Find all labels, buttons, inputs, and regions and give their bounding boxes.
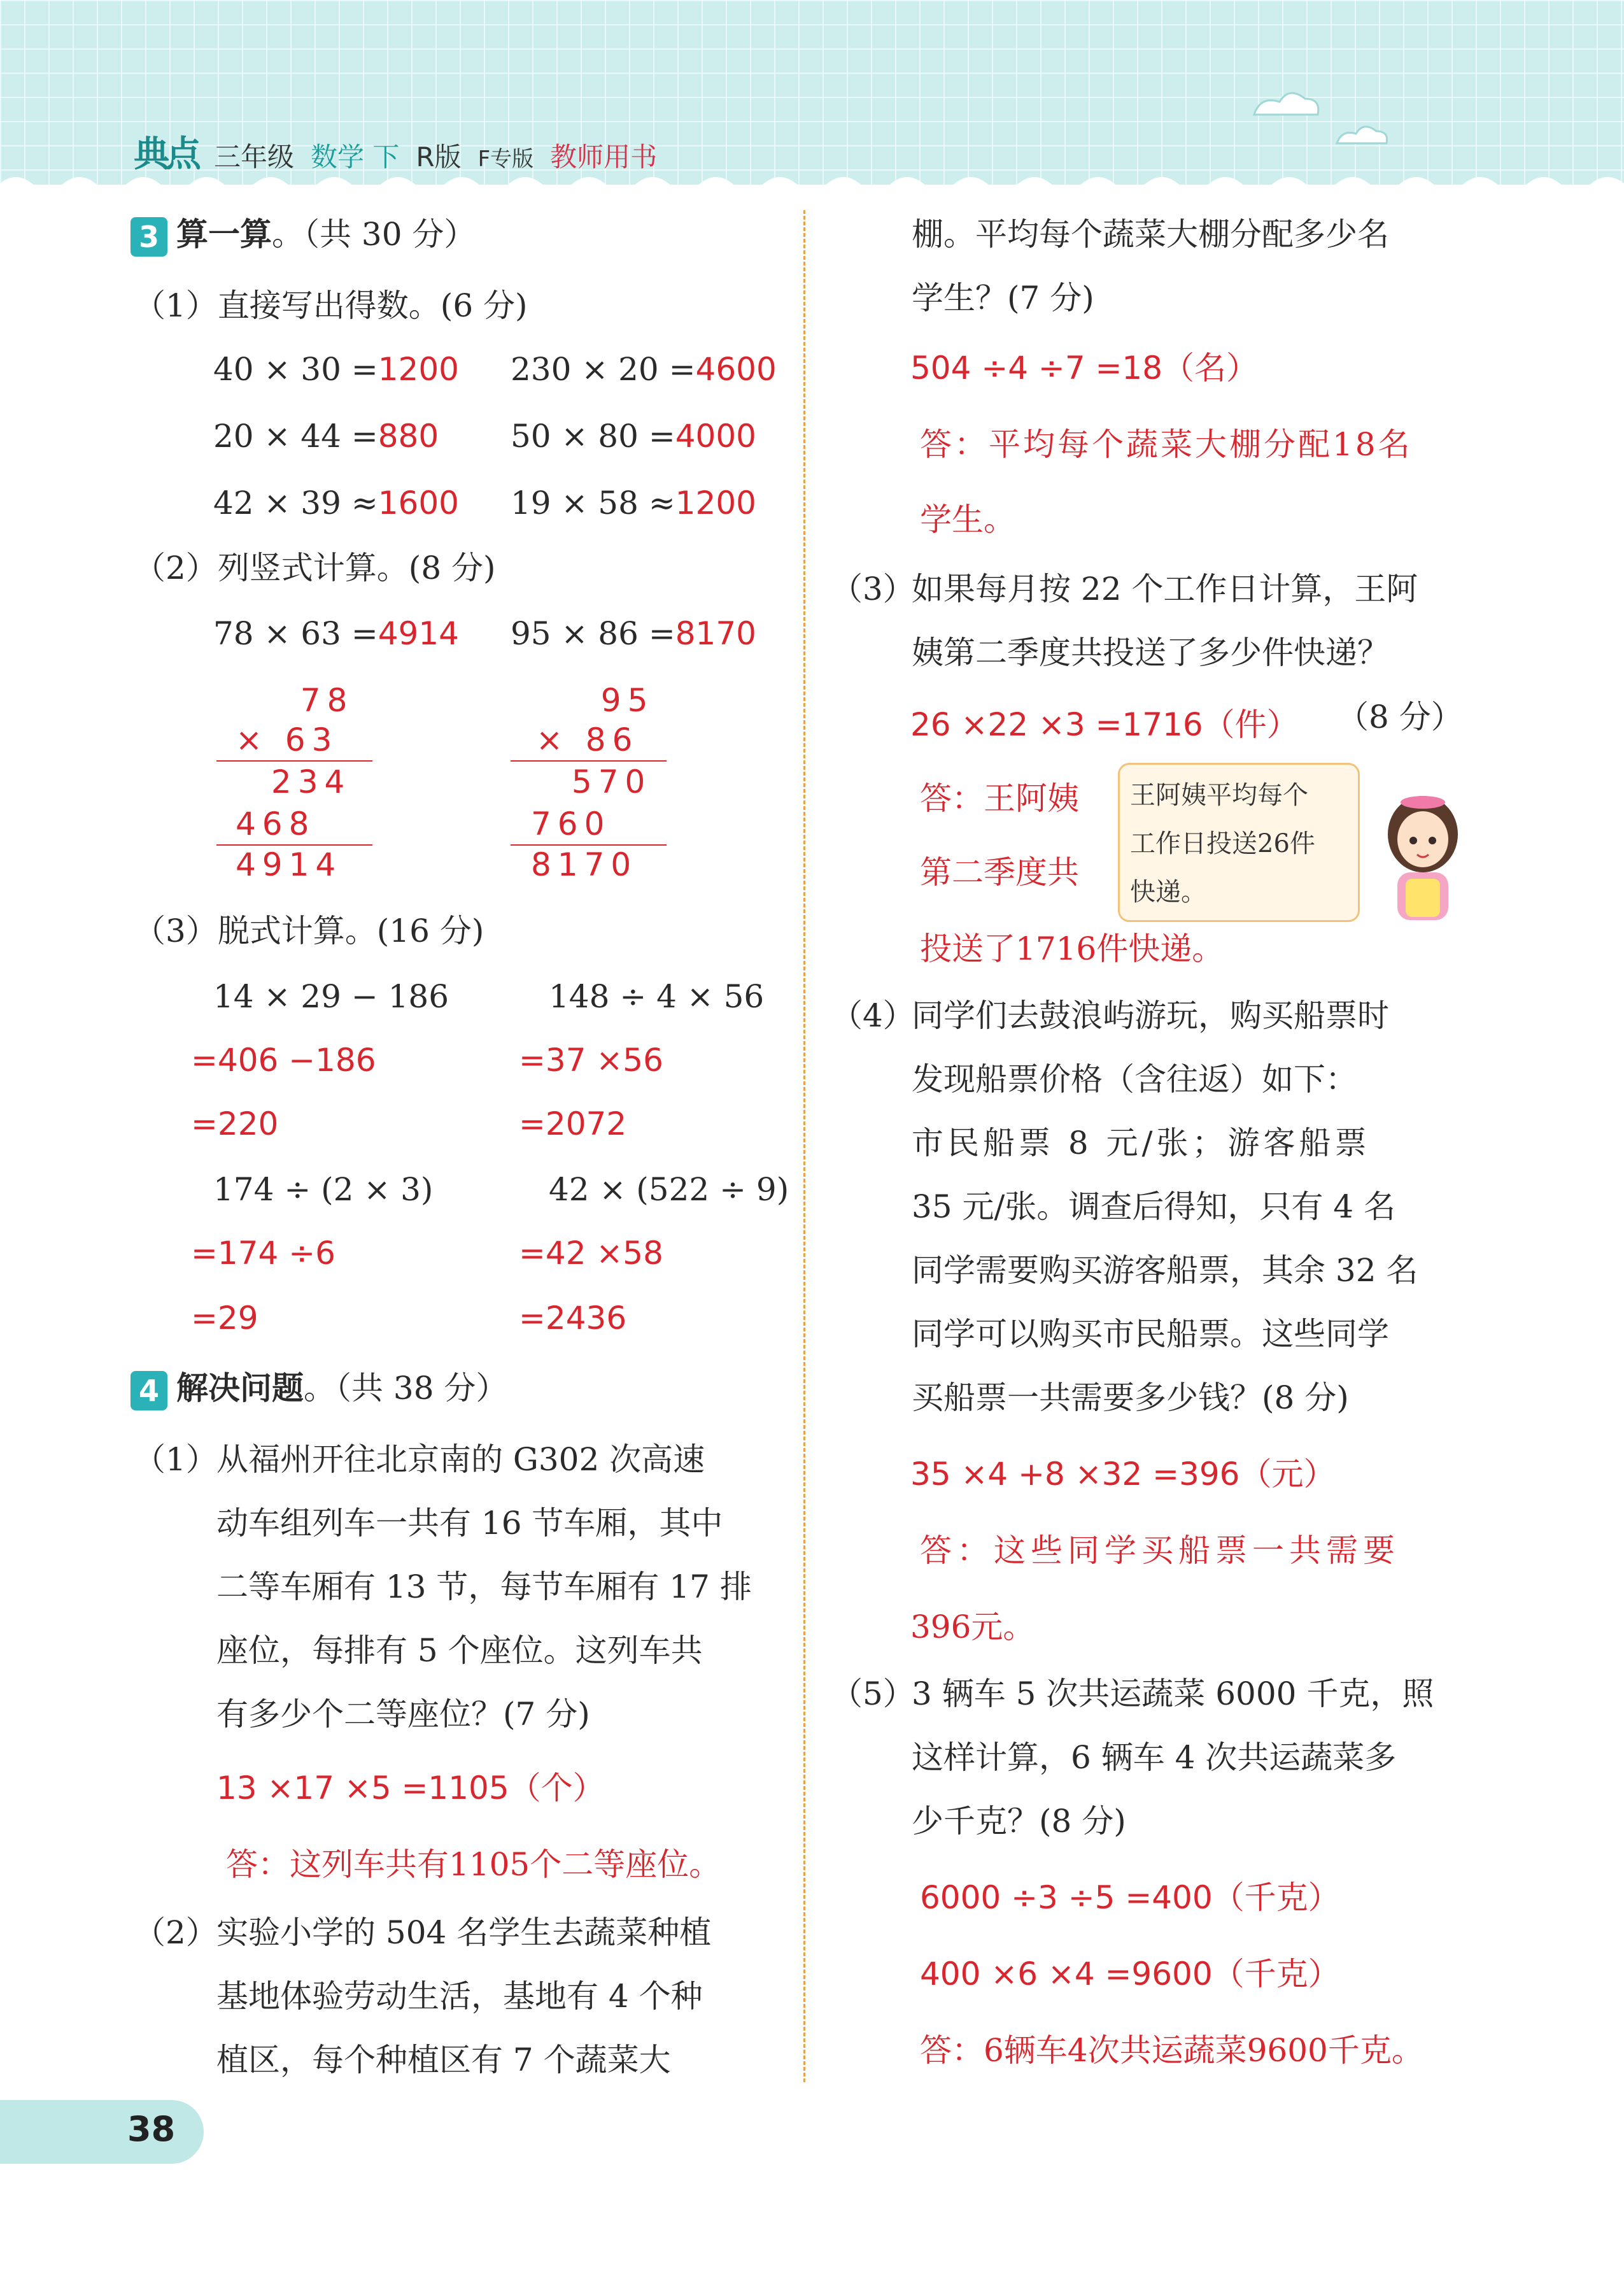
cloud-icon [1241, 83, 1432, 159]
calc-row-3b: 19 × 58 ≈1200 [511, 485, 756, 522]
grade-label: 三年级 [214, 141, 295, 173]
calc-row-1b: 230 × 20 =4600 [511, 351, 777, 388]
vertical-row: × 86 [536, 721, 639, 758]
girl-character-icon [1375, 783, 1471, 923]
vertical-row: 234 [255, 763, 351, 800]
question-3-line: 姨第二季度共投送了多少件快递？ [912, 634, 1389, 671]
part-2-prompt: （2）列竖式计算。(8 分) [134, 550, 496, 586]
vertical-row: 8170 [531, 846, 638, 883]
vertical-row: 4914 [236, 846, 342, 883]
question-4-answer: 396元。 [910, 1608, 1035, 1645]
step-calc-4-question: 42 × (522 ÷ 9) [549, 1171, 789, 1208]
section-4-badge: 4 [131, 1371, 167, 1410]
question-3-answer: 投送了1716件快递。 [920, 930, 1224, 967]
step-calc-3-result: =29 [191, 1300, 258, 1337]
hint-callout [1118, 763, 1360, 922]
step-calc-1-question: 14 × 29 − 186 [213, 978, 449, 1015]
question-2-line: 植区，每个种植区有 7 个蔬菜大 [216, 2041, 671, 2078]
vertical-row: 468 [236, 806, 316, 842]
question-5-calc-1: 6000 ÷3 ÷5 =400（千克） [920, 1879, 1340, 1916]
question-1-calc: 13 ×17 ×5 =1105（个） [216, 1770, 605, 1807]
question-3-answer: 答：王阿姨 [920, 780, 1079, 817]
question-2-answer: 学生。 [920, 501, 1015, 538]
question-4-line: 同学需要购买游客船票，其余 32 名 [912, 1252, 1418, 1289]
subject-label: 数学 下 [311, 141, 400, 173]
question-2-line: 基地体验劳动生活，基地有 4 个种 [216, 1978, 703, 2015]
step-calc-2-question: 148 ÷ 4 × 56 [549, 978, 765, 1015]
calc-row-1a: 40 × 30 =1200 [213, 351, 459, 388]
question-5-calc-2: 400 ×6 ×4 =9600（千克） [920, 1956, 1340, 1992]
vertical-row: × 63 [236, 721, 339, 758]
question-2-answer: 答：平均每个蔬菜大棚分配18名 [920, 426, 1413, 463]
hint-line: 快递。 [1130, 877, 1206, 907]
question-2-label: （2） [134, 1914, 218, 1951]
step-calc-3-question: 174 ÷ (2 × 3) [213, 1171, 434, 1208]
page-number: 38 [127, 2109, 176, 2149]
question-5-line: 少千克？(8 分) [912, 1803, 1126, 1840]
question-1-label: （1） [134, 1441, 218, 1478]
question-5-line: 3 辆车 5 次共运蔬菜 6000 千克，照 [912, 1675, 1434, 1712]
hint-line: 王阿姨平均每个 [1130, 781, 1308, 810]
page-number-tab [0, 2100, 204, 2164]
step-calc-1-step: =406 −186 [191, 1042, 376, 1079]
question-4-answer: 答：这些同学买船票一共需要 [920, 1532, 1400, 1569]
question-3-answer: 第二季度共 [920, 854, 1079, 891]
question-3-label: （3） [831, 571, 915, 607]
question-4-line: 35 元/张。调查后得知，只有 4 名 [912, 1188, 1395, 1225]
vertical-row: 760 [531, 806, 611, 842]
step-calc-3-step: =174 ÷6 [191, 1235, 335, 1272]
question-3-points: （8 分） [1337, 699, 1463, 735]
vertical-q1: 78 × 63 =4914 [213, 615, 459, 652]
question-1-answer: 答：这列车共有1105个二等座位。 [226, 1846, 721, 1883]
question-2-calc: 504 ÷4 ÷7 =18（名） [910, 350, 1259, 387]
question-5-label: （5） [831, 1675, 915, 1712]
edition-label: R版 [416, 141, 462, 173]
question-4-calc: 35 ×4 +8 ×32 =396（元） [910, 1456, 1336, 1493]
question-4-label: （4） [831, 997, 915, 1034]
vertical-calc-1 [216, 681, 376, 891]
question-4-line: 买船票一共需要多少钱？(8 分) [912, 1379, 1349, 1416]
question-3-line: 如果每月按 22 个工作日计算，王阿 [912, 571, 1418, 607]
step-calc-1-result: =220 [191, 1105, 279, 1142]
calc-row-2b: 50 × 80 =4000 [511, 418, 756, 455]
step-calc-4-step: =42 ×58 [519, 1235, 663, 1272]
vertical-calc-2 [511, 681, 670, 891]
calc-row-2a: 20 × 44 =880 [213, 418, 439, 455]
section-3-badge: 3 [131, 217, 167, 257]
question-3-calc: 26 ×22 ×3 =1716（件） [910, 706, 1299, 743]
question-2-cont: 棚。平均每个蔬菜大棚分配多少名 [912, 216, 1389, 253]
question-1-line: 座位，每排有 5 个座位。这列车共 [216, 1632, 703, 1669]
step-calc-4-result: =2436 [519, 1300, 627, 1337]
column-divider [803, 210, 805, 2082]
question-4-line: 市民船票 8 元/张；游客船票 [912, 1125, 1371, 1161]
question-1-line: 动车组列车一共有 16 节车厢，其中 [216, 1505, 723, 1542]
fversion-label: F专版 [477, 146, 534, 172]
part-3-prompt: （3）脱式计算。(16 分) [134, 912, 484, 949]
question-1-line: 二等车厢有 13 节，每节车厢有 17 排 [216, 1568, 752, 1605]
question-4-line: 同学们去鼓浪屿游玩，购买船票时 [912, 997, 1389, 1034]
question-4-line: 同学可以购买市民船票。这些同学 [912, 1316, 1389, 1352]
vertical-row: 570 [555, 763, 652, 800]
question-5-line: 这样计算，6 辆车 4 次共运蔬菜多 [912, 1739, 1397, 1776]
question-5-answer: 答：6辆车4次共运蔬菜9600千克。 [920, 2032, 1423, 2069]
question-2-line: 实验小学的 504 名学生去蔬菜种植 [216, 1914, 712, 1951]
question-4-line: 发现船票价格（含往返）如下： [912, 1061, 1357, 1098]
book-logo: 典点 [134, 134, 197, 175]
vertical-q2: 95 × 86 =8170 [511, 615, 756, 652]
calc-row-3a: 42 × 39 ≈1600 [213, 485, 459, 522]
step-calc-2-step: =37 ×56 [519, 1042, 663, 1079]
section-3-title: 3 算一算。（共 30 分） [131, 215, 476, 257]
hint-line: 工作日投送26件 [1130, 829, 1315, 858]
question-1-line: 有多少个二等座位？(7 分) [216, 1696, 590, 1733]
section-4-title: 4 解决问题。（共 38 分） [131, 1369, 507, 1410]
vertical-row: 78 [267, 682, 354, 719]
vertical-row: 95 [568, 682, 654, 719]
teacher-book-label: 教师用书 [550, 141, 658, 173]
question-2-cont: 学生？(7 分) [912, 280, 1094, 316]
step-calc-2-result: =2072 [519, 1105, 627, 1142]
part-1-prompt: （1）直接写出得数。(6 分) [134, 287, 528, 324]
book-brand [134, 126, 657, 177]
question-1-line: 从福州开往北京南的 G302 次高速 [216, 1441, 705, 1478]
